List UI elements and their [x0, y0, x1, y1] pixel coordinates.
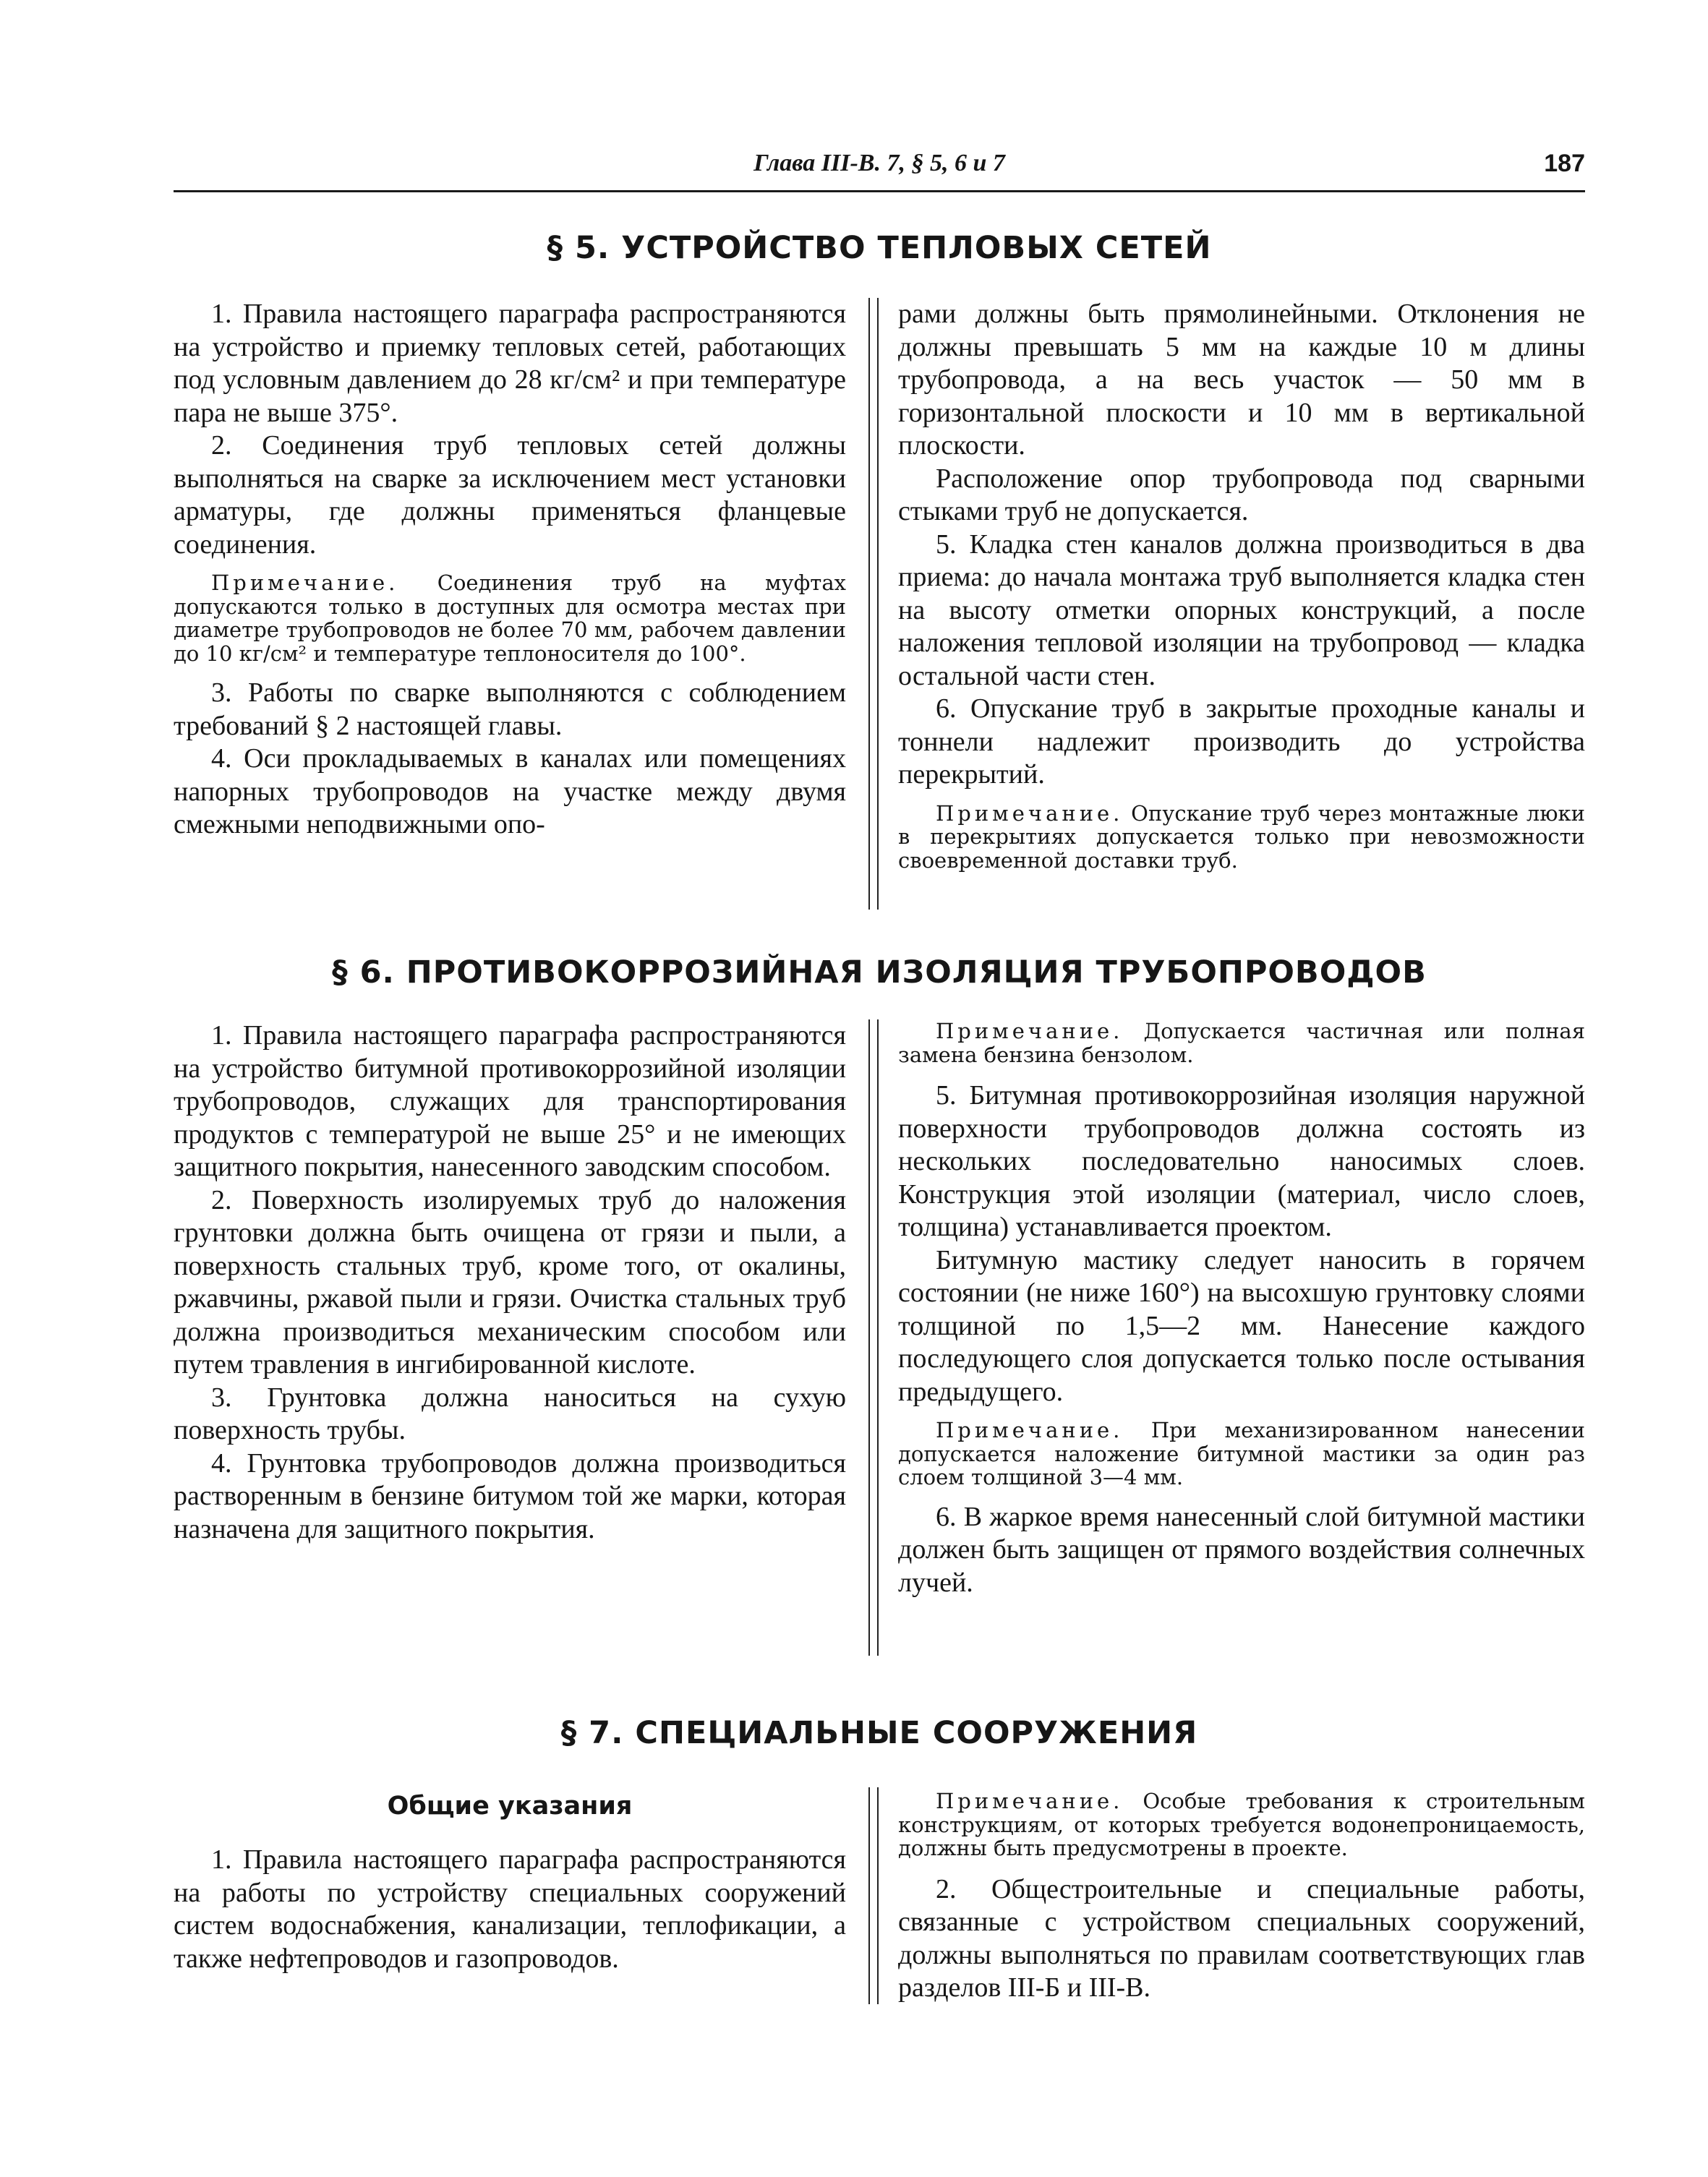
s6-paragraph-5-extra: Битумную мастику следует наносить в горячем состоянии (не ниже 160°) на высохшую грунтовку слоями толщиной по 1,5—2 мм. Нанесение каждого последующего слоя допускается только после остывания предыдущего. [898, 1244, 1585, 1407]
section-6-title: § 6. ПРОТИВОКОРРОЗИЙНАЯ ИЗОЛЯЦИЯ ТРУБОПРОВОДОВ [332, 954, 1427, 991]
s6-paragraph-1: 1. Правила настоящего параграфа распространяются на устройство битумной противокоррозийной изоляции трубопроводов, служащих для транспортирования продуктов с температурой не выше 25° и не имеющих защитного покрытия, нанесенного заводским способом. [174, 1020, 846, 1182]
note-text: Соединения труб на муфтах допускаются только в доступных для осмотра местах при диаметре трубопроводов не более 70 мм, рабочем давлении до 10 кг/см² и температуре теплоносителя до 100°. [174, 570, 846, 666]
s7-note-1 [898, 1789, 1585, 1860]
column-divider [868, 1019, 879, 1656]
chapter-reference: Глава III-В. 7, § 5, 6 и 7 [753, 150, 1005, 176]
section-5-left-column [174, 298, 846, 842]
s5-paragraph-1: 1. Правила настоящего параграфа распространяются на устройство и приемку тепловых сетей, работающих под условным давлением до 28 кг/см² и при температуре пара не выше 375°. [174, 299, 846, 428]
section-7-left-column [174, 1844, 846, 1975]
column-divider [868, 1787, 879, 2004]
section-5-right-column [898, 298, 1585, 872]
section-6-left-column [174, 1019, 846, 1546]
s6-note-1 [898, 1019, 1585, 1066]
note-label: Примечание. [936, 1789, 1124, 1813]
page-number: 187 [1544, 150, 1585, 177]
s6-paragraph-2: 2. Поверхность изолируемых труб до наложения грунтовки должна быть очищена от грязи и пыли, а поверхность стальных труб, кроме того, от окалины, ржавчины, ржавой пыли и грязи. Очистка стальных труб должна производиться механическим способом или путем травления в ингибированной кислоте. [174, 1184, 846, 1380]
note-text: Особые требования к строительным конструкциям, от которых требуется водонепроницаемость, должны быть предусмотрены в проекте. [898, 1789, 1585, 1860]
section-7-right-column [898, 1789, 1585, 2005]
note-label: Примечание. [211, 570, 399, 595]
note-label: Примечание. [936, 1418, 1124, 1442]
section-6-right-column [898, 1019, 1585, 1599]
s7-paragraph-2: 2. Общестроительные и специальные работы, связанные с устройством специальных сооружений, должны выполняться по правилам соответствующих глав разделов III-Б и III-В. [898, 1873, 1585, 2003]
s6-paragraph-3: 3. Грунтовка должна наноситься на сухую поверхность трубы. [174, 1382, 846, 1445]
column-divider [868, 298, 879, 910]
s6-paragraph-6: 6. В жаркое время нанесенный слой битумной мастики должен быть защищен от прямого воздействия солнечных лучей. [898, 1501, 1585, 1598]
s5-paragraph-4-extra: Расположение опор трубопровода под сварными стыками труб не допускается. [898, 463, 1585, 526]
s5-paragraph-2: 2. Соединения труб тепловых сетей должны выполняться на сварке за исключением мест установки арматуры, где должны применяться фланцевые соединения. [174, 430, 846, 560]
s5-paragraph-5: 5. Кладка стен каналов должна производиться в два приема: до начала монтажа труб выполняется кладка стен на высоту отметки опорных конструкций, а после наложения тепловой изоляции на трубопровод — кладка остальной части стен. [898, 529, 1585, 691]
note-text: Опускание труб через монтажные люки в перекрытиях допускается только при невозможности своевременной доставки труб. [898, 800, 1585, 873]
running-header [174, 147, 1585, 192]
note-text: При механизированном нанесении допускается наложение битумной мастики за один раз слоем толщиной 3—4 мм. [898, 1418, 1585, 1489]
s5-paragraph-3: 3. Работы по сварке выполняются с соблюдением требований § 2 настоящей главы. [174, 677, 846, 741]
s5-note-2 [898, 802, 1585, 873]
note-label: Примечание. [936, 1019, 1124, 1043]
section-5-title: § 5. УСТРОЙСТВО ТЕПЛОВЫХ СЕТЕЙ [547, 230, 1212, 266]
note-text: Допускается частичная или полная замена бензина бензолом. [898, 1019, 1585, 1067]
s6-paragraph-4: 4. Грунтовка трубопроводов должна производиться растворенным в бензине битумом той же марки, которая назначена для защитного покрытия. [174, 1447, 846, 1544]
s7-paragraph-1: 1. Правила настоящего параграфа распространяются на работы по устройству специальных сооружений систем водоснабжения, канализации, теплофикации, а также нефтепроводов и газопроводов. [174, 1844, 846, 1974]
s5-paragraph-4-continued: рами должны быть прямолинейными. Отклонения не должны превышать 5 мм на каждые 10 м длины трубопровода, а на весь участок — 50 мм в горизонтальной плоскости и 10 мм в вертикальной плоскости. [898, 299, 1585, 461]
section-7-title: § 7. СПЕЦИАЛЬНЫЕ СООРУЖЕНИЯ [560, 1715, 1198, 1751]
s6-note-2 [898, 1419, 1585, 1489]
s6-paragraph-5: 5. Битумная противокоррозийная изоляция наружной поверхности трубопроводов должна состоять из нескольких последовательно наносимых слоев. Конструкция этой изоляции (материал, число слоев, толщина) устанавливается проектом. [898, 1080, 1585, 1242]
s5-paragraph-6: 6. Опускание труб в закрытые проходные каналы и тоннели надлежит производить до устройства перекрытий. [898, 693, 1585, 790]
s5-paragraph-4: 4. Оси прокладываемых в каналах или помещениях напорных трубопроводов на участке между двумя смежными неподвижными опо- [174, 743, 846, 839]
s5-note-1 [174, 571, 846, 665]
note-label: Примечание. [936, 800, 1124, 826]
subsection-heading: Общие указания [387, 1792, 633, 1821]
